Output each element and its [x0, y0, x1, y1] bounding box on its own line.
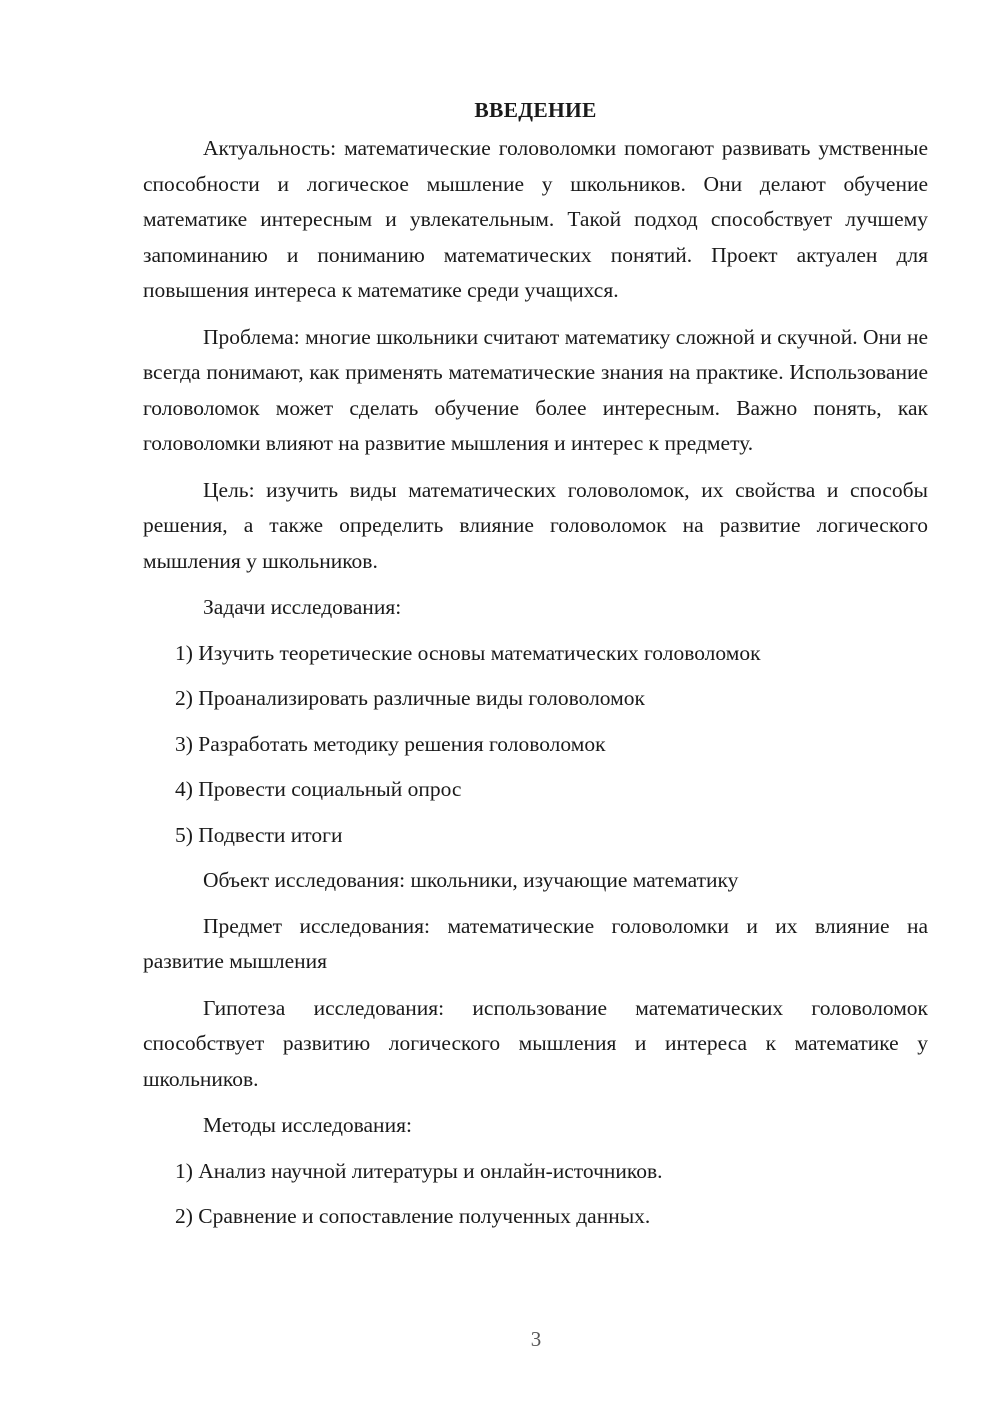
list-item: 1) Анализ научной литературы и онлайн-источников. — [175, 1158, 663, 1183]
tasks-list — [143, 636, 928, 854]
problem-paragraph: Проблема: многие школьники считают математику сложной и скучной. Они не всегда понимают, как применять математические знания на практике. Использование головоломок может сделать обучение более интересным. Важно понять, как головоломки влияют на развитие мышления и интерес к предмету. — [143, 324, 928, 455]
methods-list — [143, 1154, 928, 1235]
subject-paragraph: Предмет исследования: математические головоломки и их влияние на развитие мышления — [143, 913, 928, 973]
methods-heading: Методы исследования: — [203, 1113, 412, 1137]
document-page — [143, 92, 928, 1245]
list-item: 2) Сравнение и сопоставление полученных данных. — [175, 1204, 651, 1228]
list-item: 5) Подвести итоги — [175, 822, 343, 847]
list-item: 4) Провести социальный опрос — [175, 777, 462, 801]
tasks-heading: Задачи исследования: — [203, 595, 402, 619]
relevance-paragraph: Актуальность: математические головоломки помогают развивать умственные способности и логическое мышление у школьников. Они делают обучение математике интересным и увлекательным. Такой подход способствует лучшему запоминанию и пониманию математических понятий. Проект актуален для повышения интереса к математике среди учащихся. — [143, 136, 928, 302]
goal-paragraph: Цель: изучить виды математических головоломок, их свойства и способы решения, а также определить влияние головоломок на развитие логического мышления у школьников. — [143, 477, 928, 573]
object-paragraph: Объект исследования: школьники, изучающие математику — [203, 868, 739, 892]
list-item: 3) Разработать методику решения головоломок — [175, 731, 606, 756]
hypothesis-paragraph: Гипотеза исследования: использование математических головоломок способствует развитию логического мышления и интереса к математике у школьников. — [143, 995, 928, 1091]
list-item: 2) Проанализировать различные виды головоломок — [175, 686, 645, 710]
list-item: 1) Изучить теоретические основы математических головоломок — [175, 640, 761, 665]
page-number: 3 — [530, 1327, 542, 1351]
section-title: ВВЕДЕНИЕ — [474, 98, 597, 122]
